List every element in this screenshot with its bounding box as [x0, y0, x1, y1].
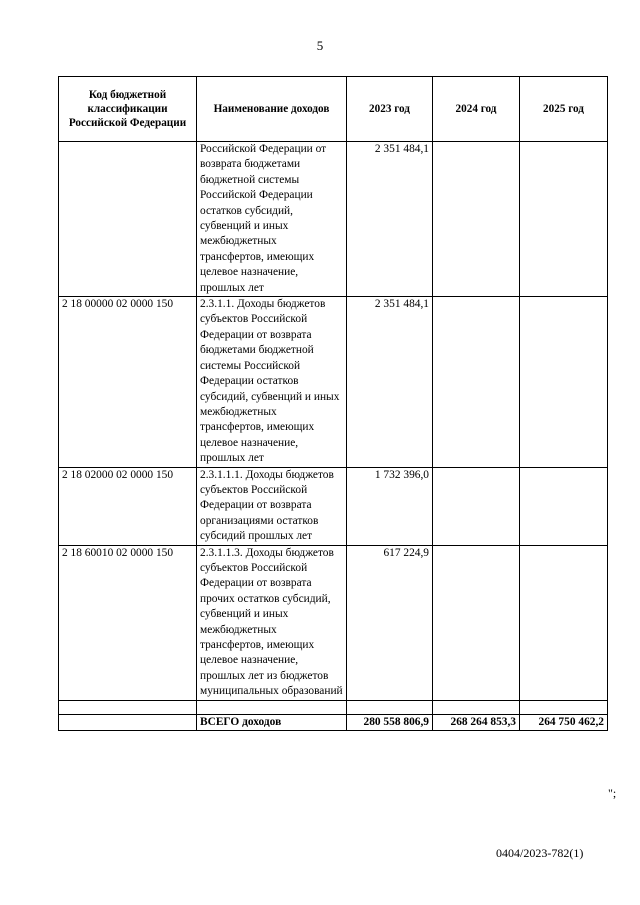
page-number: 5 — [316, 38, 324, 53]
table-row — [59, 467, 608, 545]
row-value-2024 — [433, 297, 520, 467]
row-name: Российской Федерации от возврата бюджетами бюджетной системы Российской Федерации остатков субсидий, субвенций и иных межбюджетных трансфертов, имеющих целевое назначение, прошлых лет — [197, 142, 347, 297]
row-value-2024 — [433, 545, 520, 700]
row-code: 2 18 60010 02 0000 150 — [59, 545, 197, 700]
row-value-2025 — [520, 297, 608, 467]
row-value-2023: 2 351 484,1 — [347, 297, 433, 467]
total-code-cell — [59, 714, 197, 730]
blank-cell — [197, 700, 347, 714]
total-value-2023: 280 558 806,9 — [347, 714, 433, 730]
total-value-2025: 264 750 462,2 — [520, 714, 608, 730]
budget-income-table — [58, 76, 608, 731]
document-id: 0404/2023-782(1) — [496, 846, 584, 860]
row-name: 2.3.1.1.3. Доходы бюджетов субъектов Российской Федерации от возврата прочих остатков субсидий, субвенций и иных межбюджетных трансфертов, имеющих целевое назначение, прошлых лет из бюджетов муниципальных образований — [197, 545, 347, 700]
row-value-2023: 2 351 484,1 — [347, 142, 433, 297]
total-value-2024: 268 264 853,3 — [433, 714, 520, 730]
row-value-2024 — [433, 142, 520, 297]
table-header-row — [59, 77, 608, 142]
blank-cell — [433, 700, 520, 714]
row-code: 2 18 02000 02 0000 150 — [59, 467, 197, 545]
total-label: ВСЕГО доходов — [197, 714, 347, 730]
blank-cell — [347, 700, 433, 714]
header-2023: 2023 год — [347, 77, 433, 142]
table-row — [59, 297, 608, 467]
header-2025: 2025 год — [520, 77, 608, 142]
total-row — [59, 714, 608, 730]
row-code — [59, 142, 197, 297]
row-name: 2.3.1.1.1. Доходы бюджетов субъектов Российской Федерации от возврата организациями остатков субсидий прошлых лет — [197, 467, 347, 545]
row-value-2025 — [520, 545, 608, 700]
table-row — [59, 142, 608, 297]
row-value-2024 — [433, 467, 520, 545]
row-value-2023: 617 224,9 — [347, 545, 433, 700]
closing-quote: "; — [608, 786, 617, 800]
blank-row — [59, 700, 608, 714]
header-name: Наименование доходов — [197, 77, 347, 142]
header-2024: 2024 год — [433, 77, 520, 142]
row-value-2023: 1 732 396,0 — [347, 467, 433, 545]
header-code: Код бюджетной классификации Российской Федерации — [59, 77, 197, 142]
row-name: 2.3.1.1. Доходы бюджетов субъектов Российской Федерации от возврата бюджетами бюджетной системы Российской Федерации остатков субсидий, субвенций и иных межбюджетных трансфертов, имеющих целевое назначение, прошлых лет — [197, 297, 347, 467]
blank-cell — [520, 700, 608, 714]
row-code: 2 18 00000 02 0000 150 — [59, 297, 197, 467]
row-value-2025 — [520, 142, 608, 297]
blank-cell — [59, 700, 197, 714]
row-value-2025 — [520, 467, 608, 545]
table-row — [59, 545, 608, 700]
